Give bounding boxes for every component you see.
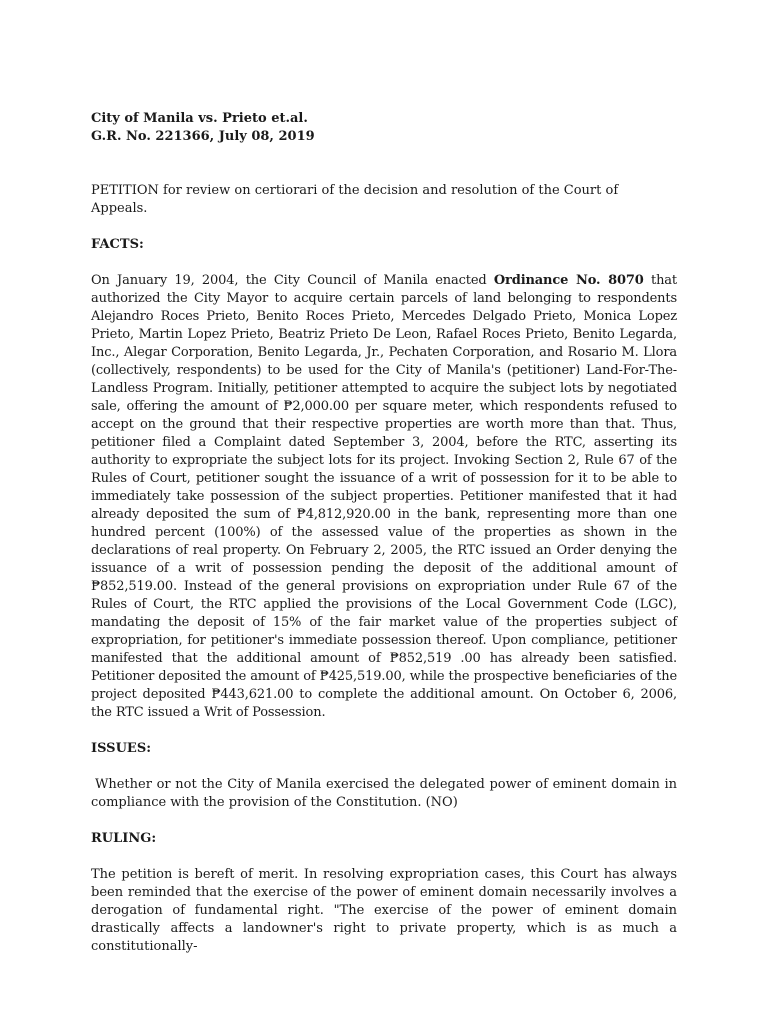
issues-paragraph: Whether or not the City of Manila exercised the delegated power of eminent domain in compliance with the provision of the Constitution. (NO)	[91, 777, 677, 810]
petition-statement: PETITION for review on certiorari of the decision and resolution of the Court of Appeals.	[91, 183, 619, 216]
facts-heading: FACTS:	[91, 237, 144, 252]
issues-heading: ISSUES:	[91, 741, 152, 756]
facts-text-start: On January 19, 2004, the City Council of Manila enacted	[91, 273, 494, 288]
facts-text-rest: that authorized the City Mayor to acquire certain parcels of land belonging to respondents Alejandro Roces Prieto, Benito Roces Prieto, Mercedes Delgado Prieto, Monica Lopez Prieto, Martin Lopez Prieto, Beatriz Prieto De Leon, Rafael Roces Prieto, Benito Legarda, Inc., Alegar Corporation, Benito Legarda, Jr., Pechaten Corporation, and Rosario M. Llora (collectively, respondents) to be used for the City of Manila's (petitioner) Land-For-The-Landless Program. Initially, petitioner attempted to acquire the subject lots by negotiated sale, offering the amount of ₱2,000.00 per square meter, which respondents refused to accept on the ground that their respective properties are worth more than that. Thus, petitioner filed a Complaint dated September 3, 2004, before the RTC, asserting its authority to expropriate the subject lots for its project. Invoking Section 2, Rule 67 of the Rules of Court, petitioner sought the issuance of a writ of possession for it to be able to immediately take possession of the subject properties. Petitioner manifested that it had already deposited the sum of ₱4,812,920.00 in the bank, representing more than one hundred percent (100%) of the assessed value of the properties as shown in the declarations of real property. On February 2, 2005, the RTC issued an Order denying the issuance of a writ of possession pending the deposit of the additional amount of ₱852,519.00. Instead of the general provisions on expropriation under Rule 67 of the Rules of Court, the RTC applied the provisions of the Local Government Code (LGC), mandating the deposit of 15% of the fair market value of the properties subject of expropriation, for petitioner's immediate possession thereof. Upon compliance, petitioner manifested that the additional amount of ₱852,519 .00 has already been satisfied. Petitioner deposited the amount of ₱425,519.00, while the prospective beneficiaries of the project deposited ₱443,621.00 to complete the additional amount. On October 6, 2006, the RTC issued a Writ of Possession.	[91, 273, 677, 720]
facts-paragraph	[91, 272, 677, 722]
ordinance-reference: Ordinance No. 8070	[493, 273, 644, 288]
case-gr-number: G.R. No. 221366, July 08, 2019	[91, 129, 315, 144]
case-title: City of Manila vs. Prieto et.al.	[91, 111, 308, 126]
document-page	[91, 110, 677, 956]
ruling-heading: RULING:	[91, 831, 157, 846]
ruling-paragraph: The petition is bereft of merit. In resolving expropriation cases, this Court has always been reminded that the exercise of the power of eminent domain necessarily involves a derogation of fundamental right. "The exercise of the power of eminent domain drastically affects a landowner's right to private property, which is as much a constitutionally-	[91, 867, 677, 954]
